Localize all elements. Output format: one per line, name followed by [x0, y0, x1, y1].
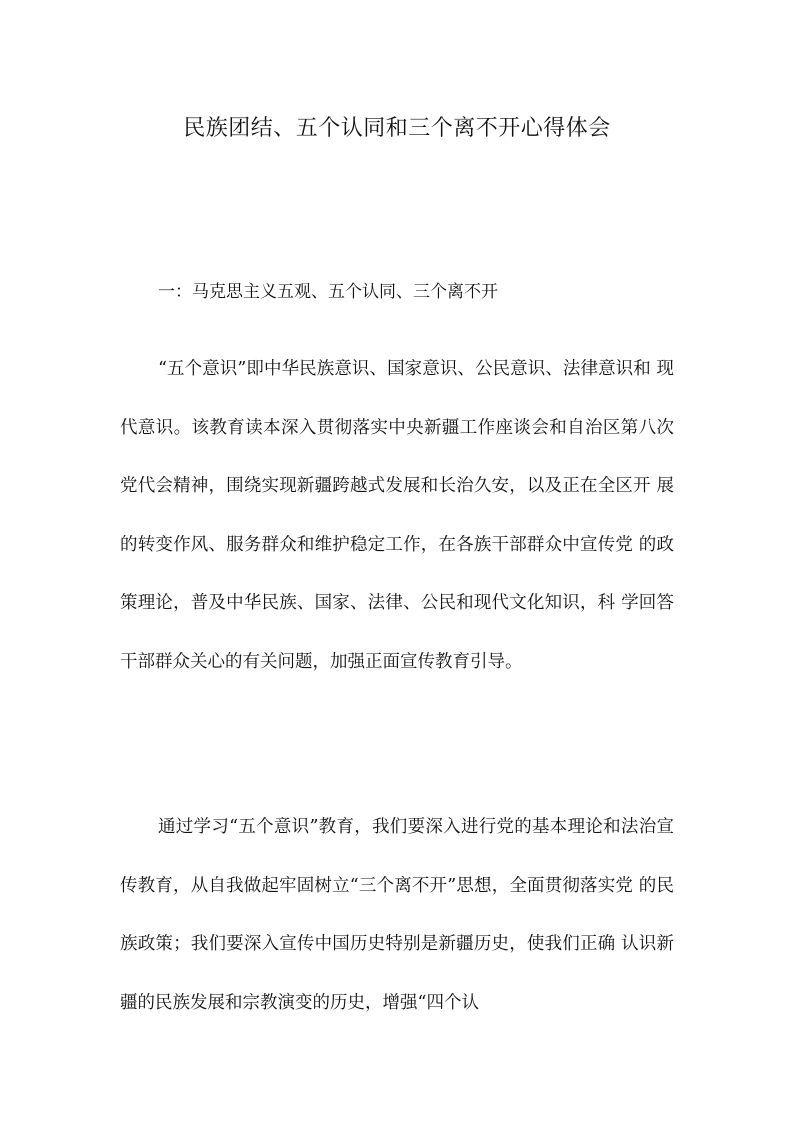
- section-heading: 一：马克思主义五观、五个认同、三个离不开: [158, 282, 498, 302]
- document-title: 民族团结、五个认同和三个离不开心得体会: [183, 116, 611, 141]
- body-paragraph: “五个意识”即中华民族意识、国家意识、公民意识、法律意识和 现代意识。该教育读本深入贯彻落实中央新疆工作座谈会和自治区第八次 党代会精神，围绕实现新疆跨越式发展和长治久安，以及正在全区开 展的转变作风、服务群众和维护稳定工作，在各族干部群众中宣传党 的政策理论，普及中华民族、国家、法律、公民和现代文化知识，科 学回答干部群众关心的有关问题，加强正面宣传教育引导。: [120, 359, 674, 672]
- body-paragraph: 通过学习“五个意识”教育，我们要深入进行党的基本理论和法治宣 传教育，从自我做起牢固树立“三个离不开”思想，全面贯彻落实党 的民族政策；我们要深入宣传中国历史特别是新疆历史，使我们正确 认识新疆的民族发展和宗教演变的历史，增强“四个认: [120, 817, 674, 1013]
